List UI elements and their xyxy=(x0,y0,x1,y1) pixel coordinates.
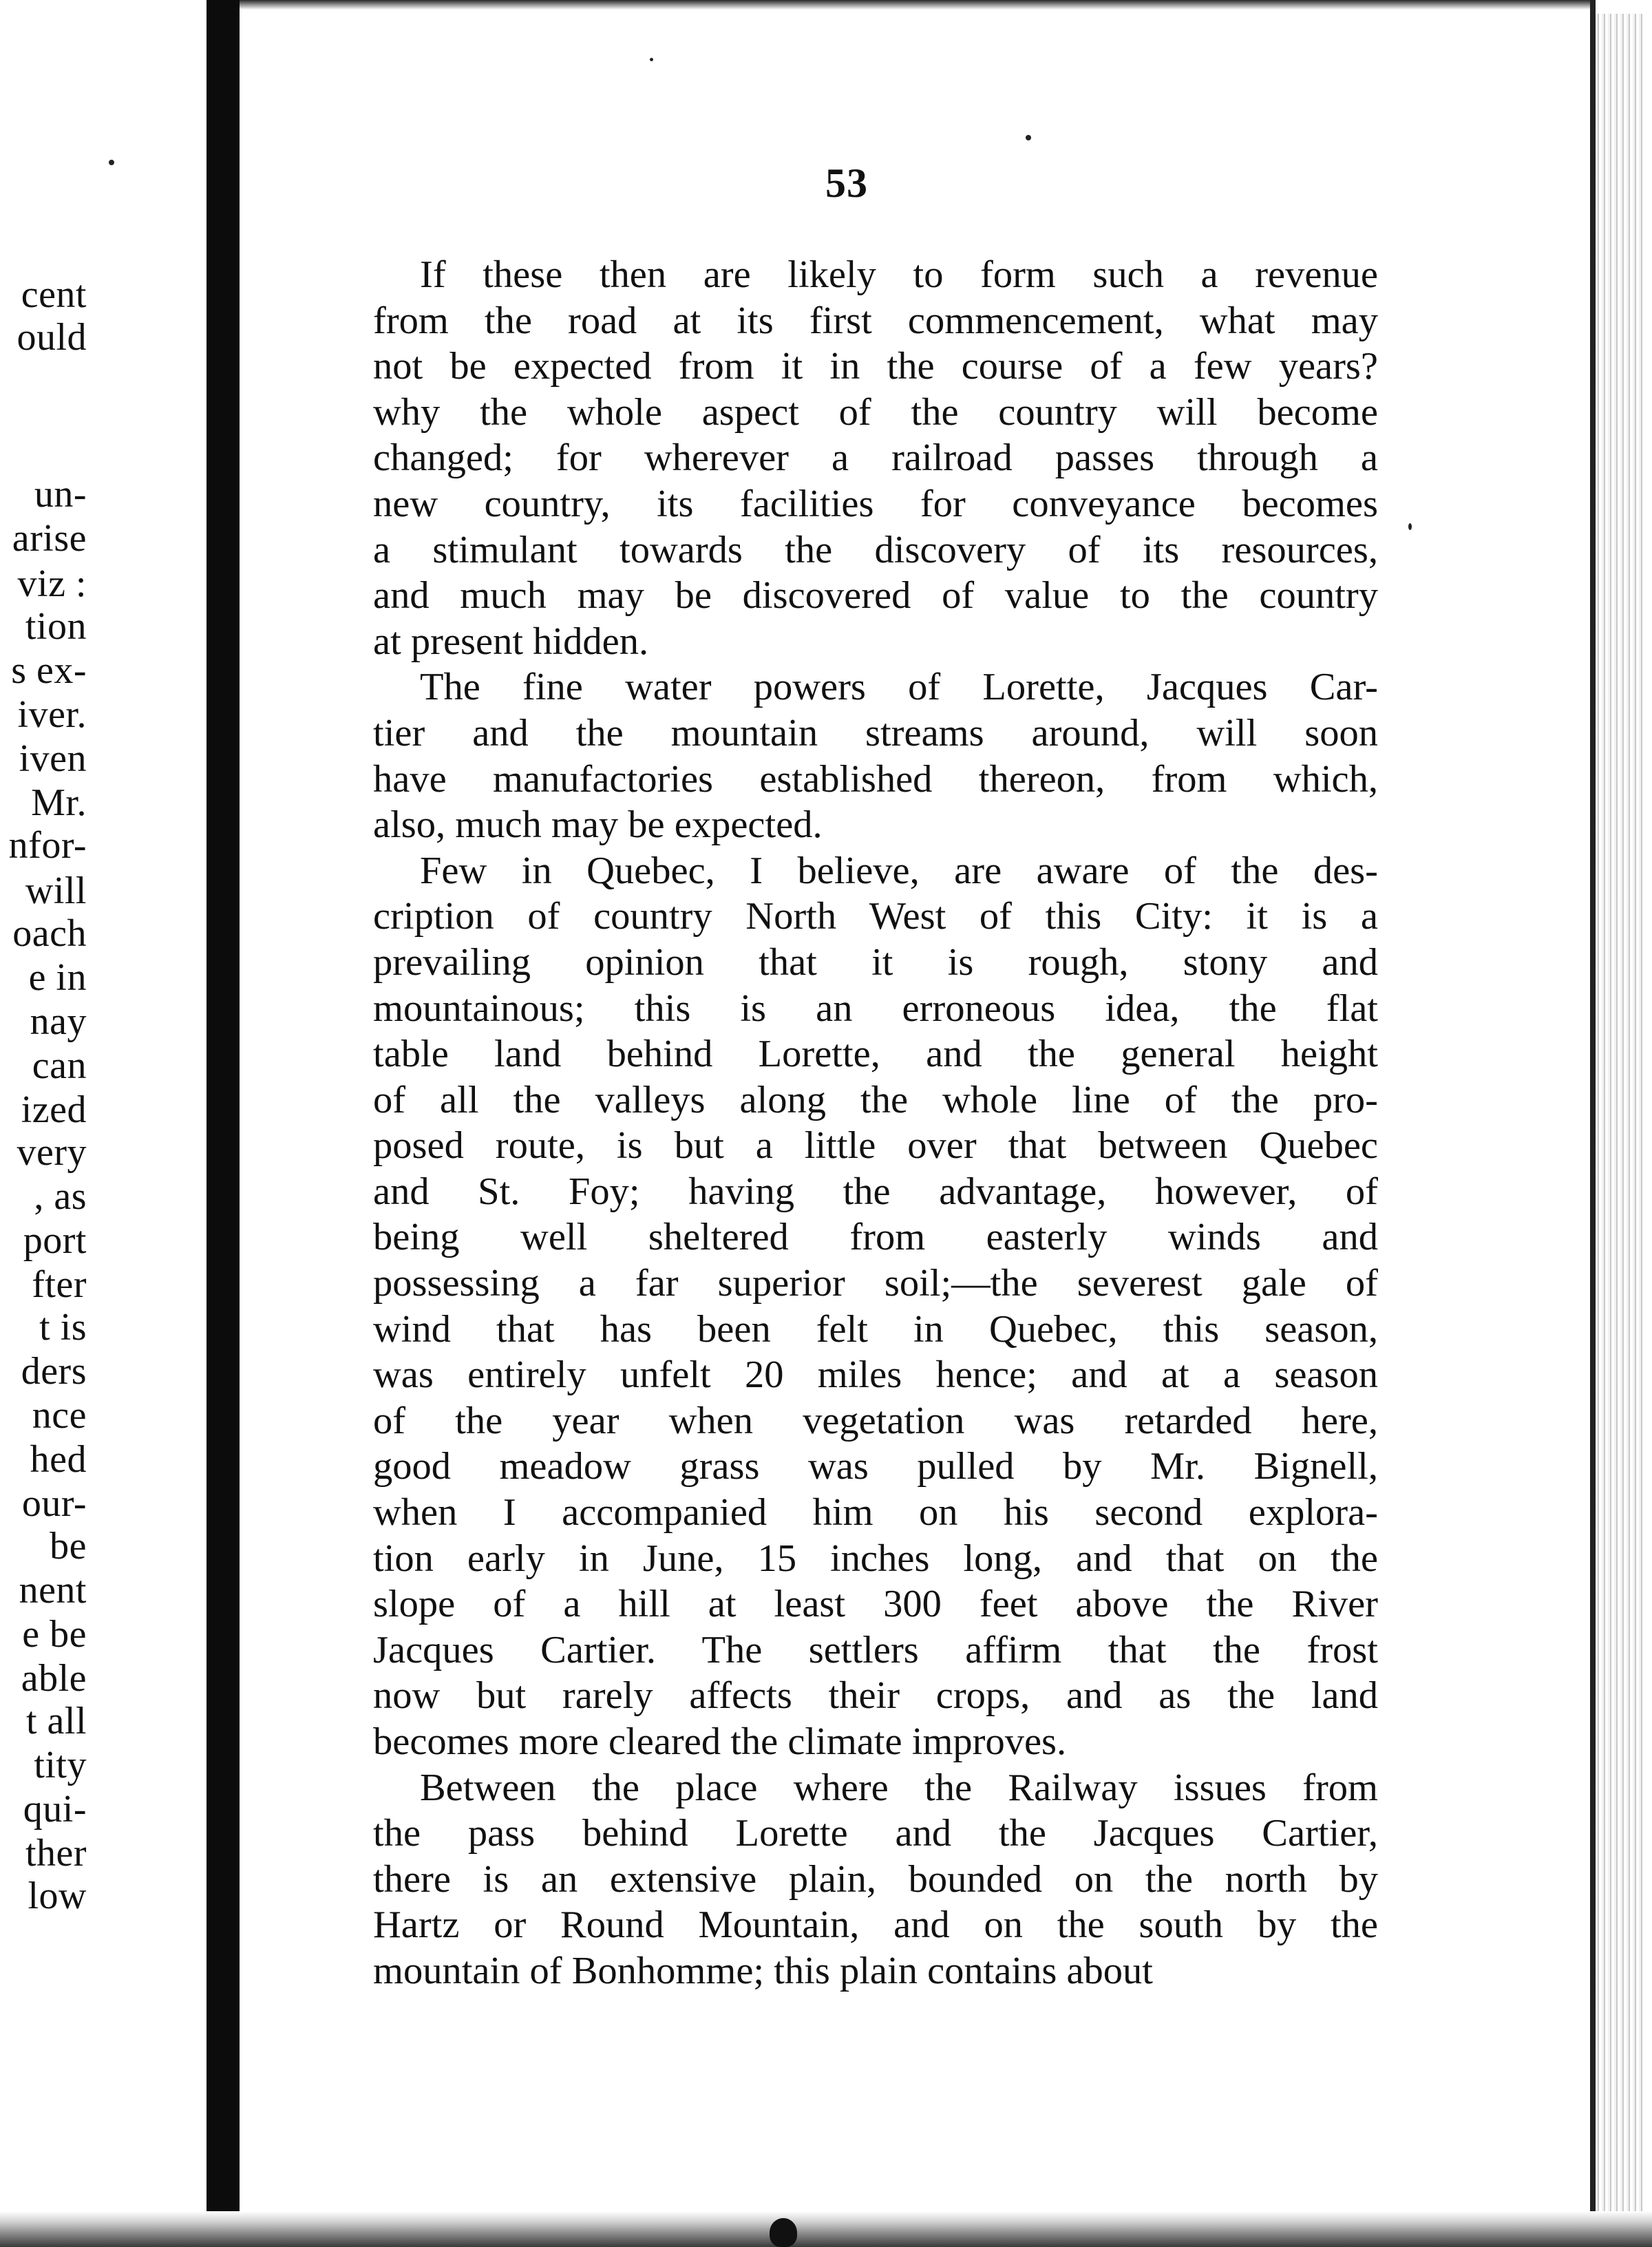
text-line: Few in Quebec, I believe, are aware of the des- xyxy=(420,849,1378,892)
text-line: slope of a hill at least 300 feet above the River xyxy=(373,1583,1378,1626)
facing-page-fragment: oach xyxy=(12,912,87,955)
facing-page-fragment: ther xyxy=(25,1832,87,1875)
text-line: mountainous; this is an erroneous idea, the flat xyxy=(373,987,1378,1030)
text-line: have manufactories established thereon, from which, xyxy=(373,757,1378,801)
facing-page-fragment: ould xyxy=(17,316,87,359)
facing-page-fragment: be xyxy=(50,1525,87,1568)
text-line: good meadow grass was pulled by Mr. Bignell, xyxy=(373,1445,1378,1488)
binding-gutter xyxy=(206,0,240,2247)
facing-page-fragment: nent xyxy=(19,1569,87,1612)
text-line: a stimulant towards the discovery of its resources, xyxy=(373,528,1378,571)
text-line: table land behind Lorette, and the general height xyxy=(373,1033,1378,1076)
facing-page-fragment: nfor- xyxy=(8,824,87,867)
text-line: why the whole aspect of the country will become xyxy=(373,390,1378,434)
facing-page-fragment: iver. xyxy=(17,693,87,736)
text-line: posed route, is but a little over that between Quebec xyxy=(373,1124,1378,1168)
facing-page-fragment: nay xyxy=(30,1000,87,1043)
paragraph xyxy=(373,664,1378,847)
page-right-edge xyxy=(1590,0,1596,2247)
text-line: becomes more cleared the climate improves. xyxy=(373,1720,1067,1763)
facing-page-fragment: arise xyxy=(12,517,87,560)
facing-page-fragment: qui- xyxy=(23,1788,87,1831)
facing-page-fragment: Mr. xyxy=(31,781,87,824)
speck xyxy=(1408,523,1412,530)
bottom-scan-band xyxy=(0,2211,1652,2247)
text-line: the pass behind Lorette and the Jacques Cartier, xyxy=(373,1812,1378,1855)
speck xyxy=(650,58,653,61)
facing-page-fragment: e in xyxy=(28,956,87,999)
text-line: prevailing opinion that it is rough, stony and xyxy=(373,940,1378,984)
page-number: 53 xyxy=(825,160,868,206)
text-line: tion early in June, 15 inches long, and that on the xyxy=(373,1537,1378,1580)
facing-page-fragment: very xyxy=(17,1131,87,1174)
text-line: and much may be discovered of value to the country xyxy=(373,574,1378,618)
facing-page-fragment: t is xyxy=(39,1306,87,1349)
facing-page-fragment: , as xyxy=(34,1175,87,1218)
text-line: new country, its facilities for conveyance becomes xyxy=(373,482,1378,525)
facing-page-fragment: cent xyxy=(21,275,87,316)
text-line: also, much may be expected. xyxy=(373,803,823,847)
speck xyxy=(1026,135,1031,140)
text-line: Jacques Cartier. The settlers affirm that the frost xyxy=(373,1628,1378,1671)
facing-page-fragment: e be xyxy=(22,1613,87,1656)
text-line: was entirely unfelt 20 miles hence; and at a season xyxy=(373,1353,1378,1397)
facing-page-fragment: s ex- xyxy=(11,649,87,692)
text-line: of the year when vegetation was retarded here, xyxy=(373,1399,1378,1442)
facing-page-fragment: t all xyxy=(25,1700,87,1742)
text-line: now but rarely affects their crops, and as the land xyxy=(373,1674,1378,1718)
page-body-text xyxy=(373,252,1378,1994)
top-shadow xyxy=(240,0,1590,10)
facing-page-fragment: ders xyxy=(21,1350,87,1393)
text-line: there is an extensive plain, bounded on the north by xyxy=(373,1857,1378,1901)
text-line: possessing a far superior soil;—the severest gale of xyxy=(373,1262,1378,1305)
facing-page-fragments xyxy=(0,275,89,2065)
text-line: wind that has been felt in Quebec, this season, xyxy=(373,1307,1378,1351)
facing-page-fragment: iven xyxy=(19,737,87,780)
text-line: tier and the mountain streams around, will soon xyxy=(373,711,1378,755)
facing-page-fragment: our- xyxy=(21,1482,87,1525)
facing-page-fragment: nce xyxy=(32,1394,87,1437)
text-line: being well sheltered from easterly winds and xyxy=(373,1216,1378,1259)
bottom-scan-mark xyxy=(770,2218,797,2247)
page-stack-edges xyxy=(1596,14,1644,2217)
facing-page-fragment: able xyxy=(21,1657,87,1700)
facing-page-fragment: fter xyxy=(32,1263,87,1306)
text-line: changed; for wherever a railroad passes through a xyxy=(373,436,1378,480)
facing-page-fragment: viz : xyxy=(17,562,87,605)
paragraph xyxy=(373,252,1378,664)
text-line: when I accompanied him on his second explora- xyxy=(373,1491,1378,1534)
facing-page-fragment: un- xyxy=(34,473,87,516)
paragraph xyxy=(373,848,1378,1765)
facing-page-fragment: hed xyxy=(30,1438,87,1481)
text-line: and St. Foy; having the advantage, however, of xyxy=(373,1170,1378,1213)
paragraph xyxy=(373,1765,1378,1994)
facing-page-fragment: will xyxy=(25,869,87,912)
facing-page-fragment: ized xyxy=(21,1088,87,1131)
text-line: Hartz or Round Mountain, and on the south by the xyxy=(373,1903,1378,1947)
text-line: cription of country North West of this City: it is a xyxy=(373,895,1378,938)
text-line: If these then are likely to form such a revenue xyxy=(420,253,1378,296)
speck xyxy=(109,160,114,165)
text-line: of all the valleys along the whole line of the pro- xyxy=(373,1078,1378,1121)
text-line: Between the place where the Railway issues from xyxy=(420,1766,1378,1809)
facing-page-fragment: port xyxy=(23,1219,87,1262)
text-line: The fine water powers of Lorette, Jacques Car- xyxy=(420,666,1378,709)
facing-page-fragment: low xyxy=(28,1875,87,1917)
text-line: not be expected from it in the course of a few years? xyxy=(373,345,1378,388)
text-line: from the road at its first commencement, what may xyxy=(373,299,1378,342)
text-line: mountain of Bonhomme; this plain contains about xyxy=(373,1949,1154,1992)
facing-page-fragment: can xyxy=(32,1044,87,1087)
facing-page-fragment: tion xyxy=(25,605,87,648)
text-line: at present hidden. xyxy=(373,620,649,663)
facing-page-fragment: tity xyxy=(34,1744,87,1786)
